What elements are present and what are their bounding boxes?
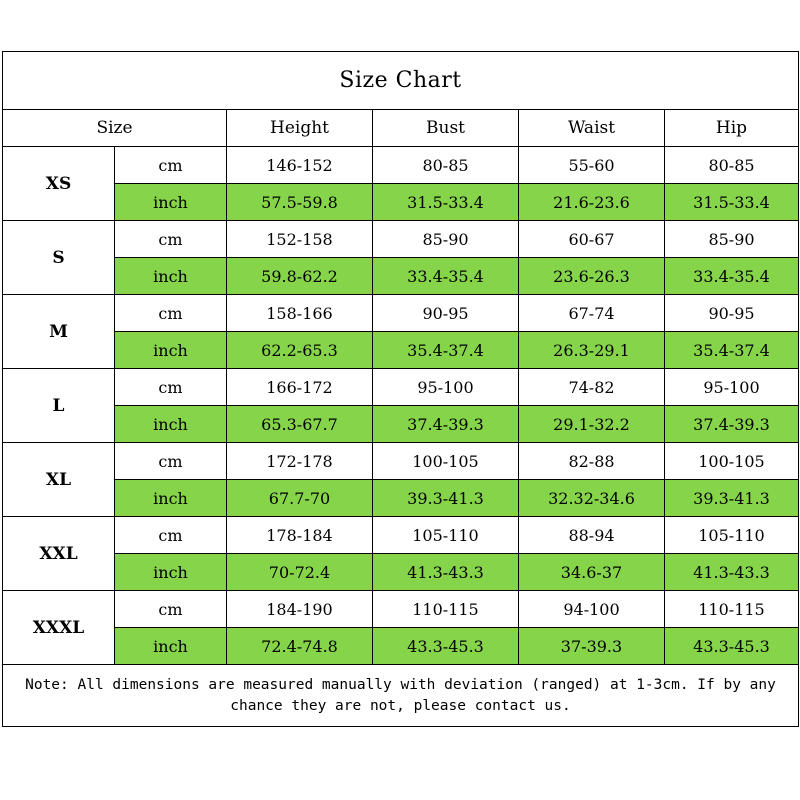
hip-cm-value: 105-110: [665, 517, 799, 554]
size-chart-body: [3, 52, 799, 727]
size-label: XXXL: [3, 591, 115, 665]
unit-inch: inch: [115, 332, 227, 369]
height-inch-value: 59.8-62.2: [227, 258, 373, 295]
table-row: [3, 554, 799, 591]
unit-cm: cm: [115, 147, 227, 184]
unit-cm: cm: [115, 591, 227, 628]
hip-cm-value: 90-95: [665, 295, 799, 332]
unit-cm: cm: [115, 369, 227, 406]
hip-cm-value: 85-90: [665, 221, 799, 258]
unit-cm: cm: [115, 443, 227, 480]
size-label: M: [3, 295, 115, 369]
hip-inch-value: 41.3-43.3: [665, 554, 799, 591]
table-row: [3, 591, 799, 628]
note-row: [3, 665, 799, 727]
hip-inch-value: 35.4-37.4: [665, 332, 799, 369]
bust-inch-value: 31.5-33.4: [373, 184, 519, 221]
bust-cm-value: 105-110: [373, 517, 519, 554]
size-label: S: [3, 221, 115, 295]
unit-inch: inch: [115, 554, 227, 591]
unit-cm: cm: [115, 221, 227, 258]
header-height: Height: [227, 110, 373, 147]
waist-inch-value: 23.6-26.3: [519, 258, 665, 295]
unit-cm: cm: [115, 517, 227, 554]
table-row: [3, 147, 799, 184]
waist-cm-value: 94-100: [519, 591, 665, 628]
height-inch-value: 70-72.4: [227, 554, 373, 591]
bust-cm-value: 95-100: [373, 369, 519, 406]
waist-cm-value: 82-88: [519, 443, 665, 480]
bust-cm-value: 110-115: [373, 591, 519, 628]
waist-cm-value: 55-60: [519, 147, 665, 184]
waist-inch-value: 34.6-37: [519, 554, 665, 591]
height-cm-value: 158-166: [227, 295, 373, 332]
hip-inch-value: 39.3-41.3: [665, 480, 799, 517]
unit-inch: inch: [115, 258, 227, 295]
header-size: Size: [3, 110, 227, 147]
unit-inch: inch: [115, 480, 227, 517]
hip-cm-value: 100-105: [665, 443, 799, 480]
bust-cm-value: 90-95: [373, 295, 519, 332]
table-row: [3, 369, 799, 406]
table-row: [3, 295, 799, 332]
bust-inch-value: 35.4-37.4: [373, 332, 519, 369]
waist-inch-value: 26.3-29.1: [519, 332, 665, 369]
hip-cm-value: 95-100: [665, 369, 799, 406]
bust-inch-value: 43.3-45.3: [373, 628, 519, 665]
waist-cm-value: 88-94: [519, 517, 665, 554]
bust-inch-value: 33.4-35.4: [373, 258, 519, 295]
waist-cm-value: 74-82: [519, 369, 665, 406]
unit-cm: cm: [115, 295, 227, 332]
table-row: [3, 332, 799, 369]
hip-inch-value: 33.4-35.4: [665, 258, 799, 295]
hip-inch-value: 37.4-39.3: [665, 406, 799, 443]
height-cm-value: 178-184: [227, 517, 373, 554]
chart-title: Size Chart: [3, 52, 799, 110]
hip-cm-value: 110-115: [665, 591, 799, 628]
height-inch-value: 57.5-59.8: [227, 184, 373, 221]
waist-cm-value: 60-67: [519, 221, 665, 258]
size-chart-table: [2, 51, 799, 727]
height-inch-value: 62.2-65.3: [227, 332, 373, 369]
height-inch-value: 72.4-74.8: [227, 628, 373, 665]
waist-cm-value: 67-74: [519, 295, 665, 332]
size-label: XXL: [3, 517, 115, 591]
table-row: [3, 517, 799, 554]
unit-inch: inch: [115, 628, 227, 665]
waist-inch-value: 29.1-32.2: [519, 406, 665, 443]
height-inch-value: 65.3-67.7: [227, 406, 373, 443]
note-text: Note: All dimensions are measured manually with deviation (ranged) at 1-3cm. If by any chance they are not, please contact us.: [3, 665, 799, 727]
table-row: [3, 628, 799, 665]
hip-cm-value: 80-85: [665, 147, 799, 184]
waist-inch-value: 37-39.3: [519, 628, 665, 665]
height-cm-value: 166-172: [227, 369, 373, 406]
height-inch-value: 67.7-70: [227, 480, 373, 517]
size-label: L: [3, 369, 115, 443]
table-row: [3, 221, 799, 258]
height-cm-value: 146-152: [227, 147, 373, 184]
header-waist: Waist: [519, 110, 665, 147]
table-row: [3, 258, 799, 295]
waist-inch-value: 32.32-34.6: [519, 480, 665, 517]
height-cm-value: 184-190: [227, 591, 373, 628]
hip-inch-value: 43.3-45.3: [665, 628, 799, 665]
header-hip: Hip: [665, 110, 799, 147]
bust-inch-value: 39.3-41.3: [373, 480, 519, 517]
bust-cm-value: 100-105: [373, 443, 519, 480]
bust-cm-value: 85-90: [373, 221, 519, 258]
size-label: XS: [3, 147, 115, 221]
size-label: XL: [3, 443, 115, 517]
table-row: [3, 480, 799, 517]
bust-inch-value: 41.3-43.3: [373, 554, 519, 591]
hip-inch-value: 31.5-33.4: [665, 184, 799, 221]
header-row: [3, 110, 799, 147]
bust-inch-value: 37.4-39.3: [373, 406, 519, 443]
header-bust: Bust: [373, 110, 519, 147]
table-row: [3, 443, 799, 480]
title-row: [3, 52, 799, 110]
height-cm-value: 152-158: [227, 221, 373, 258]
waist-inch-value: 21.6-23.6: [519, 184, 665, 221]
table-row: [3, 406, 799, 443]
table-row: [3, 184, 799, 221]
height-cm-value: 172-178: [227, 443, 373, 480]
unit-inch: inch: [115, 406, 227, 443]
unit-inch: inch: [115, 184, 227, 221]
bust-cm-value: 80-85: [373, 147, 519, 184]
